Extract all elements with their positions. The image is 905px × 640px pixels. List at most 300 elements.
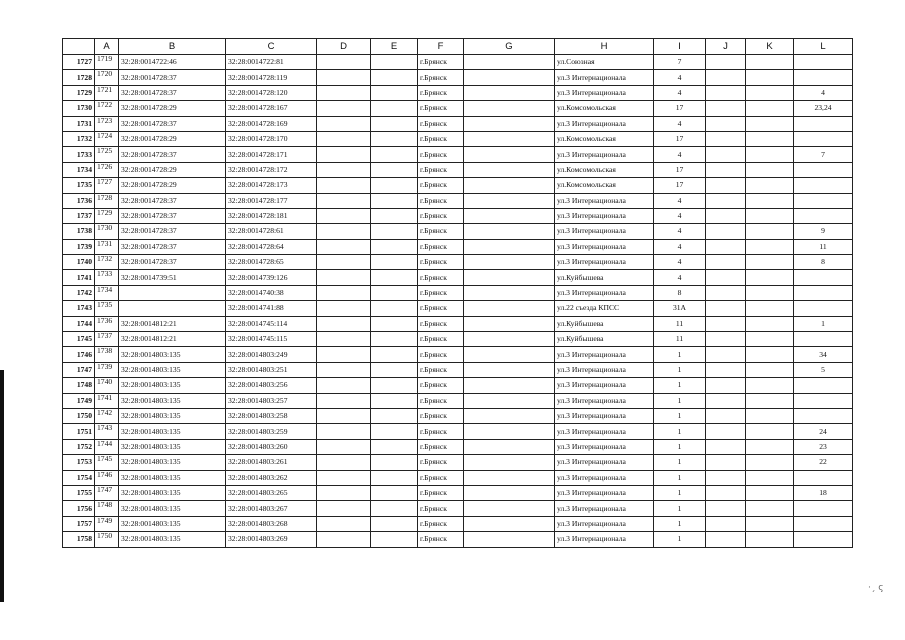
cell-e[interactable] <box>371 439 418 454</box>
cell-h[interactable]: ул.3 Интернационала <box>555 439 654 454</box>
cell-i[interactable]: 4 <box>654 85 706 100</box>
cell-c[interactable]: 32:28:0014728:173 <box>226 178 317 193</box>
cell-i[interactable]: 17 <box>654 101 706 116</box>
cell-a[interactable] <box>95 362 119 377</box>
cell-c[interactable]: 32:28:0014740:38 <box>226 285 317 300</box>
cell-l[interactable] <box>794 55 853 70</box>
cell-e[interactable] <box>371 131 418 146</box>
cell-h[interactable]: ул.Куйбышева <box>555 332 654 347</box>
cell-k[interactable] <box>746 347 794 362</box>
cell-b[interactable]: 32:28:0014803:135 <box>119 378 226 393</box>
cell-h[interactable]: ул.Комсомольская <box>555 178 654 193</box>
cell-b[interactable]: 32:28:0014803:135 <box>119 408 226 423</box>
cell-e[interactable] <box>371 501 418 516</box>
cell-l[interactable]: 23,24 <box>794 101 853 116</box>
cell-g[interactable] <box>464 501 555 516</box>
row-number-cell[interactable]: 1757 <box>63 516 95 531</box>
cell-d[interactable] <box>317 208 371 223</box>
cell-f[interactable]: г.Брянск <box>418 193 464 208</box>
cell-c[interactable]: 32:28:0014739:126 <box>226 270 317 285</box>
cell-k[interactable] <box>746 332 794 347</box>
column-header-l[interactable]: L <box>794 39 853 55</box>
column-header-k[interactable]: K <box>746 39 794 55</box>
cell-i[interactable]: 7 <box>654 55 706 70</box>
cell-l[interactable] <box>794 393 853 408</box>
cell-k[interactable] <box>746 408 794 423</box>
cell-d[interactable] <box>317 255 371 270</box>
cell-a[interactable] <box>95 485 119 500</box>
cell-k[interactable] <box>746 393 794 408</box>
cell-j[interactable] <box>706 208 746 223</box>
cell-a[interactable] <box>95 239 119 254</box>
cell-j[interactable] <box>706 485 746 500</box>
cell-g[interactable] <box>464 208 555 223</box>
cell-g[interactable] <box>464 408 555 423</box>
cell-d[interactable] <box>317 408 371 423</box>
cell-h[interactable]: ул.Комсомольская <box>555 131 654 146</box>
cell-c[interactable]: 32:28:0014803:261 <box>226 455 317 470</box>
cell-a[interactable] <box>95 116 119 131</box>
cell-f[interactable]: г.Брянск <box>418 485 464 500</box>
cell-a[interactable] <box>95 347 119 362</box>
cell-d[interactable] <box>317 485 371 500</box>
row-number-cell[interactable]: 1740 <box>63 255 95 270</box>
cell-a[interactable] <box>95 193 119 208</box>
cell-a[interactable] <box>95 224 119 239</box>
cell-j[interactable] <box>706 85 746 100</box>
cell-d[interactable] <box>317 439 371 454</box>
cell-b[interactable]: 32:28:0014812:21 <box>119 332 226 347</box>
cell-l[interactable]: 23 <box>794 439 853 454</box>
cell-i[interactable]: 4 <box>654 270 706 285</box>
cell-a[interactable] <box>95 378 119 393</box>
row-number-cell[interactable]: 1749 <box>63 393 95 408</box>
column-header-g[interactable]: G <box>464 39 555 55</box>
cell-d[interactable] <box>317 162 371 177</box>
row-number-cell[interactable]: 1750 <box>63 408 95 423</box>
row-number-cell[interactable]: 1741 <box>63 270 95 285</box>
cell-b[interactable]: 32:28:0014803:135 <box>119 393 226 408</box>
cell-i[interactable]: 1 <box>654 470 706 485</box>
cell-c[interactable]: 32:28:0014728:167 <box>226 101 317 116</box>
cell-d[interactable] <box>317 501 371 516</box>
cell-a[interactable] <box>95 285 119 300</box>
cell-c[interactable]: 32:28:0014803:249 <box>226 347 317 362</box>
cell-f[interactable]: г.Брянск <box>418 347 464 362</box>
row-number-cell[interactable]: 1754 <box>63 470 95 485</box>
cell-i[interactable]: 11 <box>654 316 706 331</box>
row-number-cell[interactable]: 1737 <box>63 208 95 223</box>
cell-e[interactable] <box>371 316 418 331</box>
cell-j[interactable] <box>706 516 746 531</box>
cell-a[interactable] <box>95 178 119 193</box>
cell-j[interactable] <box>706 470 746 485</box>
column-header-h[interactable]: H <box>555 39 654 55</box>
cell-l[interactable] <box>794 116 853 131</box>
cell-e[interactable] <box>371 193 418 208</box>
cell-c[interactable]: 32:28:0014803:269 <box>226 532 317 547</box>
cell-l[interactable] <box>794 208 853 223</box>
cell-e[interactable] <box>371 270 418 285</box>
cell-i[interactable]: 4 <box>654 70 706 85</box>
cell-j[interactable] <box>706 378 746 393</box>
cell-b[interactable]: 32:28:0014803:135 <box>119 347 226 362</box>
cell-l[interactable] <box>794 301 853 316</box>
cell-g[interactable] <box>464 101 555 116</box>
cell-l[interactable]: 8 <box>794 255 853 270</box>
cell-f[interactable]: г.Брянск <box>418 393 464 408</box>
cell-b[interactable]: 32:28:0014728:37 <box>119 193 226 208</box>
cell-c[interactable]: 32:28:0014803:258 <box>226 408 317 423</box>
cell-g[interactable] <box>464 131 555 146</box>
cell-b[interactable]: 32:28:0014728:37 <box>119 147 226 162</box>
cell-h[interactable]: ул.22 съезда КПСС <box>555 301 654 316</box>
cell-j[interactable] <box>706 347 746 362</box>
cell-b[interactable]: 32:28:0014722:46 <box>119 55 226 70</box>
cell-b[interactable]: 32:28:0014728:37 <box>119 85 226 100</box>
row-number-cell[interactable]: 1735 <box>63 178 95 193</box>
cell-l[interactable]: 5 <box>794 362 853 377</box>
cell-h[interactable]: ул.3 Интернационала <box>555 408 654 423</box>
cell-d[interactable] <box>317 70 371 85</box>
row-number-cell[interactable]: 1746 <box>63 347 95 362</box>
cell-j[interactable] <box>706 224 746 239</box>
cell-g[interactable] <box>464 332 555 347</box>
cell-f[interactable]: г.Брянск <box>418 270 464 285</box>
cell-d[interactable] <box>317 193 371 208</box>
cell-h[interactable]: ул.3 Интернационала <box>555 116 654 131</box>
cell-l[interactable] <box>794 178 853 193</box>
cell-d[interactable] <box>317 224 371 239</box>
cell-c[interactable]: 32:28:0014803:256 <box>226 378 317 393</box>
cell-h[interactable]: ул.3 Интернационала <box>555 362 654 377</box>
cell-a[interactable] <box>95 516 119 531</box>
cell-g[interactable] <box>464 193 555 208</box>
cell-h[interactable]: ул.Комсомольская <box>555 101 654 116</box>
cell-d[interactable] <box>317 131 371 146</box>
cell-a[interactable] <box>95 408 119 423</box>
cell-a[interactable] <box>95 270 119 285</box>
row-number-cell[interactable]: 1729 <box>63 85 95 100</box>
cell-e[interactable] <box>371 285 418 300</box>
row-number-cell[interactable]: 1753 <box>63 455 95 470</box>
cell-c[interactable]: 32:28:0014803:259 <box>226 424 317 439</box>
cell-i[interactable]: 1 <box>654 347 706 362</box>
cell-d[interactable] <box>317 285 371 300</box>
cell-i[interactable]: 8 <box>654 285 706 300</box>
cell-i[interactable]: 4 <box>654 255 706 270</box>
cell-d[interactable] <box>317 470 371 485</box>
row-number-cell[interactable]: 1744 <box>63 316 95 331</box>
cell-j[interactable] <box>706 255 746 270</box>
cell-i[interactable]: 1 <box>654 408 706 423</box>
cell-c[interactable]: 32:28:0014745:114 <box>226 316 317 331</box>
cell-l[interactable] <box>794 131 853 146</box>
cell-f[interactable]: г.Брянск <box>418 424 464 439</box>
cell-l[interactable]: 7 <box>794 147 853 162</box>
cell-k[interactable] <box>746 439 794 454</box>
cell-c[interactable]: 32:28:0014728:65 <box>226 255 317 270</box>
cell-j[interactable] <box>706 270 746 285</box>
cell-k[interactable] <box>746 255 794 270</box>
cell-d[interactable] <box>317 424 371 439</box>
cell-l[interactable] <box>794 270 853 285</box>
cell-d[interactable] <box>317 532 371 547</box>
cell-b[interactable]: 32:28:0014728:29 <box>119 131 226 146</box>
cell-a[interactable] <box>95 55 119 70</box>
cell-b[interactable]: 32:28:0014803:135 <box>119 362 226 377</box>
row-number-cell[interactable]: 1756 <box>63 501 95 516</box>
cell-f[interactable]: г.Брянск <box>418 378 464 393</box>
cell-k[interactable] <box>746 147 794 162</box>
cell-j[interactable] <box>706 362 746 377</box>
column-header-e[interactable]: E <box>371 39 418 55</box>
cell-a[interactable] <box>95 439 119 454</box>
row-number-cell[interactable]: 1728 <box>63 70 95 85</box>
cell-a[interactable] <box>95 455 119 470</box>
cell-k[interactable] <box>746 470 794 485</box>
cell-e[interactable] <box>371 101 418 116</box>
cell-g[interactable] <box>464 532 555 547</box>
cell-h[interactable]: ул.Союзная <box>555 55 654 70</box>
cell-b[interactable]: 32:28:0014803:135 <box>119 439 226 454</box>
cell-c[interactable]: 32:28:0014803:267 <box>226 501 317 516</box>
cell-e[interactable] <box>371 301 418 316</box>
cell-j[interactable] <box>706 162 746 177</box>
cell-j[interactable] <box>706 455 746 470</box>
cell-a[interactable] <box>95 532 119 547</box>
cell-d[interactable] <box>317 301 371 316</box>
cell-i[interactable]: 4 <box>654 116 706 131</box>
cell-e[interactable] <box>371 393 418 408</box>
cell-f[interactable]: г.Брянск <box>418 470 464 485</box>
cell-d[interactable] <box>317 101 371 116</box>
cell-c[interactable]: 32:28:0014803:268 <box>226 516 317 531</box>
cell-b[interactable]: 32:28:0014728:37 <box>119 255 226 270</box>
cell-l[interactable] <box>794 162 853 177</box>
cell-i[interactable]: 1 <box>654 362 706 377</box>
cell-g[interactable] <box>464 162 555 177</box>
cell-h[interactable]: ул.3 Интернационала <box>555 239 654 254</box>
cell-i[interactable]: 4 <box>654 208 706 223</box>
cell-g[interactable] <box>464 470 555 485</box>
cell-a[interactable] <box>95 501 119 516</box>
corner-header-cell[interactable] <box>63 39 95 55</box>
cell-b[interactable] <box>119 285 226 300</box>
cell-h[interactable]: ул.3 Интернационала <box>555 85 654 100</box>
cell-f[interactable]: г.Брянск <box>418 224 464 239</box>
cell-j[interactable] <box>706 285 746 300</box>
cell-h[interactable]: ул.3 Интернационала <box>555 532 654 547</box>
cell-l[interactable] <box>794 70 853 85</box>
cell-i[interactable]: 17 <box>654 162 706 177</box>
cell-e[interactable] <box>371 378 418 393</box>
cell-f[interactable]: г.Брянск <box>418 239 464 254</box>
cell-j[interactable] <box>706 193 746 208</box>
cell-g[interactable] <box>464 393 555 408</box>
cell-e[interactable] <box>371 347 418 362</box>
cell-k[interactable] <box>746 101 794 116</box>
cell-c[interactable]: 32:28:0014728:61 <box>226 224 317 239</box>
cell-b[interactable]: 32:28:0014728:37 <box>119 116 226 131</box>
cell-f[interactable]: г.Брянск <box>418 131 464 146</box>
cell-e[interactable] <box>371 470 418 485</box>
cell-g[interactable] <box>464 439 555 454</box>
cell-e[interactable] <box>371 116 418 131</box>
column-header-f[interactable]: F <box>418 39 464 55</box>
row-number-cell[interactable]: 1752 <box>63 439 95 454</box>
cell-l[interactable]: 22 <box>794 455 853 470</box>
cell-l[interactable]: 18 <box>794 485 853 500</box>
cell-a[interactable] <box>95 424 119 439</box>
cell-l[interactable] <box>794 501 853 516</box>
cell-e[interactable] <box>371 532 418 547</box>
cell-c[interactable]: 32:28:0014745:115 <box>226 332 317 347</box>
cell-d[interactable] <box>317 147 371 162</box>
cell-b[interactable]: 32:28:0014728:37 <box>119 208 226 223</box>
cell-e[interactable] <box>371 362 418 377</box>
cell-k[interactable] <box>746 301 794 316</box>
row-number-cell[interactable]: 1738 <box>63 224 95 239</box>
cell-j[interactable] <box>706 147 746 162</box>
cell-g[interactable] <box>464 455 555 470</box>
cell-h[interactable]: ул.Комсомольская <box>555 162 654 177</box>
cell-b[interactable] <box>119 301 226 316</box>
cell-a[interactable] <box>95 101 119 116</box>
row-number-cell[interactable]: 1739 <box>63 239 95 254</box>
cell-k[interactable] <box>746 316 794 331</box>
column-header-c[interactable]: C <box>226 39 317 55</box>
cell-f[interactable]: г.Брянск <box>418 285 464 300</box>
cell-c[interactable]: 32:28:0014741:88 <box>226 301 317 316</box>
column-header-d[interactable]: D <box>317 39 371 55</box>
cell-b[interactable]: 32:28:0014728:29 <box>119 162 226 177</box>
cell-j[interactable] <box>706 316 746 331</box>
cell-b[interactable]: 32:28:0014803:135 <box>119 532 226 547</box>
cell-k[interactable] <box>746 516 794 531</box>
cell-i[interactable]: 1 <box>654 532 706 547</box>
cell-k[interactable] <box>746 116 794 131</box>
cell-g[interactable] <box>464 347 555 362</box>
cell-k[interactable] <box>746 178 794 193</box>
cell-c[interactable]: 32:28:0014728:64 <box>226 239 317 254</box>
cell-c[interactable]: 32:28:0014722:81 <box>226 55 317 70</box>
cell-c[interactable]: 32:28:0014728:181 <box>226 208 317 223</box>
cell-d[interactable] <box>317 316 371 331</box>
cell-l[interactable]: 9 <box>794 224 853 239</box>
cell-d[interactable] <box>317 378 371 393</box>
cell-e[interactable] <box>371 239 418 254</box>
cell-a[interactable] <box>95 208 119 223</box>
cell-h[interactable]: ул.Куйбышева <box>555 270 654 285</box>
cell-l[interactable]: 11 <box>794 239 853 254</box>
cell-j[interactable] <box>706 239 746 254</box>
cell-k[interactable] <box>746 285 794 300</box>
cell-l[interactable]: 1 <box>794 316 853 331</box>
cell-j[interactable] <box>706 424 746 439</box>
cell-i[interactable]: 1 <box>654 424 706 439</box>
cell-i[interactable]: 17 <box>654 178 706 193</box>
cell-f[interactable]: г.Брянск <box>418 55 464 70</box>
cell-k[interactable] <box>746 270 794 285</box>
cell-k[interactable] <box>746 424 794 439</box>
cell-b[interactable]: 32:28:0014728:29 <box>119 101 226 116</box>
row-number-cell[interactable]: 1730 <box>63 101 95 116</box>
cell-h[interactable]: ул.3 Интернационала <box>555 347 654 362</box>
cell-k[interactable] <box>746 224 794 239</box>
cell-d[interactable] <box>317 55 371 70</box>
cell-h[interactable]: ул.3 Интернационала <box>555 424 654 439</box>
cell-f[interactable]: г.Брянск <box>418 439 464 454</box>
cell-l[interactable] <box>794 470 853 485</box>
cell-h[interactable]: ул.Куйбышева <box>555 316 654 331</box>
cell-g[interactable] <box>464 147 555 162</box>
cell-e[interactable] <box>371 147 418 162</box>
cell-f[interactable]: г.Брянск <box>418 301 464 316</box>
cell-f[interactable]: г.Брянск <box>418 70 464 85</box>
cell-i[interactable]: 4 <box>654 224 706 239</box>
cell-f[interactable]: г.Брянск <box>418 208 464 223</box>
row-number-cell[interactable]: 1733 <box>63 147 95 162</box>
cell-h[interactable]: ул.3 Интернационала <box>555 224 654 239</box>
cell-l[interactable] <box>794 332 853 347</box>
cell-b[interactable]: 32:28:0014728:29 <box>119 178 226 193</box>
cell-i[interactable]: 1 <box>654 501 706 516</box>
cell-a[interactable] <box>95 301 119 316</box>
cell-c[interactable]: 32:28:0014803:257 <box>226 393 317 408</box>
cell-f[interactable]: г.Брянск <box>418 408 464 423</box>
cell-b[interactable]: 32:28:0014803:135 <box>119 424 226 439</box>
cell-h[interactable]: ул.3 Интернационала <box>555 393 654 408</box>
cell-h[interactable]: ул.3 Интернационала <box>555 147 654 162</box>
cell-k[interactable] <box>746 162 794 177</box>
cell-b[interactable]: 32:28:0014803:135 <box>119 455 226 470</box>
cell-d[interactable] <box>317 116 371 131</box>
cell-g[interactable] <box>464 424 555 439</box>
cell-d[interactable] <box>317 270 371 285</box>
row-number-cell[interactable]: 1743 <box>63 301 95 316</box>
cell-g[interactable] <box>464 285 555 300</box>
cell-k[interactable] <box>746 208 794 223</box>
cell-i[interactable]: 1 <box>654 378 706 393</box>
cell-j[interactable] <box>706 101 746 116</box>
cell-c[interactable]: 32:28:0014728:169 <box>226 116 317 131</box>
cell-j[interactable] <box>706 332 746 347</box>
cell-c[interactable]: 32:28:0014803:265 <box>226 485 317 500</box>
cell-e[interactable] <box>371 485 418 500</box>
row-number-cell[interactable]: 1742 <box>63 285 95 300</box>
cell-e[interactable] <box>371 70 418 85</box>
cell-b[interactable]: 32:28:0014728:37 <box>119 70 226 85</box>
cell-g[interactable] <box>464 255 555 270</box>
cell-h[interactable]: ул.3 Интернационала <box>555 516 654 531</box>
cell-d[interactable] <box>317 239 371 254</box>
cell-e[interactable] <box>371 332 418 347</box>
cell-f[interactable]: г.Брянск <box>418 332 464 347</box>
cell-f[interactable]: г.Брянск <box>418 147 464 162</box>
cell-j[interactable] <box>706 408 746 423</box>
cell-c[interactable]: 32:28:0014803:260 <box>226 439 317 454</box>
cell-l[interactable]: 24 <box>794 424 853 439</box>
cell-f[interactable]: г.Брянск <box>418 255 464 270</box>
cell-f[interactable]: г.Брянск <box>418 85 464 100</box>
cell-a[interactable] <box>95 470 119 485</box>
cell-b[interactable]: 32:28:0014812:21 <box>119 316 226 331</box>
cell-i[interactable]: 4 <box>654 193 706 208</box>
cell-g[interactable] <box>464 316 555 331</box>
cell-e[interactable] <box>371 162 418 177</box>
cell-e[interactable] <box>371 85 418 100</box>
